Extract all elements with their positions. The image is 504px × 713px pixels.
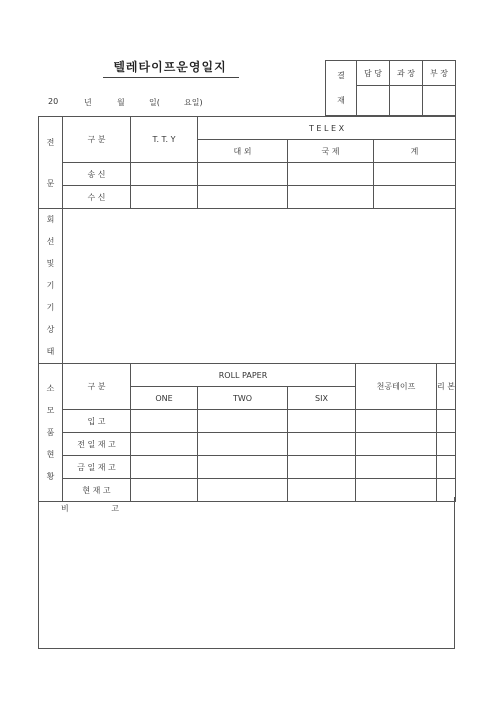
today-stock-one-cell[interactable] bbox=[131, 456, 198, 479]
roll-six-header: SIX bbox=[288, 387, 356, 410]
approval-sign-manager[interactable] bbox=[390, 86, 423, 116]
approval-col-staff: 담 당 bbox=[357, 61, 390, 86]
year-prefix: 20 bbox=[48, 97, 59, 106]
today-stock-ribbon-cell[interactable] bbox=[437, 456, 456, 479]
roll-paper-header: ROLL PAPER bbox=[131, 364, 356, 387]
send-international-cell[interactable] bbox=[288, 163, 374, 186]
send-tty-cell[interactable] bbox=[131, 163, 198, 186]
row-prev-stock-label: 전 일 재 고 bbox=[63, 433, 131, 456]
row-receive-label: 수 신 bbox=[63, 186, 131, 209]
line-status-label: 회 선 및 기 기 상 태 bbox=[39, 209, 63, 364]
title-underline bbox=[103, 77, 239, 78]
remarks-box[interactable] bbox=[38, 497, 455, 649]
incoming-two-cell[interactable] bbox=[198, 410, 288, 433]
roll-one-header: ONE bbox=[131, 387, 198, 410]
receive-total-cell[interactable] bbox=[374, 186, 456, 209]
receive-tty-cell[interactable] bbox=[131, 186, 198, 209]
telex-international: 국 제 bbox=[288, 140, 374, 163]
incoming-six-cell[interactable] bbox=[288, 410, 356, 433]
month-label: 월 bbox=[117, 98, 125, 107]
transmission-header-category: 구 분 bbox=[63, 117, 131, 163]
row-today-stock-label: 금 일 재 고 bbox=[63, 456, 131, 479]
remarks-label: 비 고 bbox=[61, 504, 139, 513]
consumables-label: 소 모 품 현 황 bbox=[39, 364, 63, 502]
row-send-label: 송 신 bbox=[63, 163, 131, 186]
row-current-stock-label: 현 재 고 bbox=[63, 479, 131, 502]
incoming-ribbon-cell[interactable] bbox=[437, 410, 456, 433]
transmission-section-label: 전 문 bbox=[39, 117, 63, 209]
document-title: 텔레타이프운영일지 bbox=[113, 60, 227, 74]
prev-stock-six-cell[interactable] bbox=[288, 433, 356, 456]
row-incoming-label: 입 고 bbox=[63, 410, 131, 433]
today-stock-six-cell[interactable] bbox=[288, 456, 356, 479]
transmission-header-tty: T. T. Y bbox=[131, 117, 198, 163]
prev-stock-ribbon-cell[interactable] bbox=[437, 433, 456, 456]
perforated-tape-header: 천공테이프 bbox=[356, 364, 437, 410]
send-total-cell[interactable] bbox=[374, 163, 456, 186]
send-external-cell[interactable] bbox=[198, 163, 288, 186]
approval-sign-director[interactable] bbox=[423, 86, 456, 116]
today-stock-tape-cell[interactable] bbox=[356, 456, 437, 479]
main-form-table bbox=[38, 116, 456, 502]
telex-total: 계 bbox=[374, 140, 456, 163]
transmission-header-telex: T E L E X bbox=[198, 117, 456, 140]
incoming-tape-cell[interactable] bbox=[356, 410, 437, 433]
consumables-header-category: 구 분 bbox=[63, 364, 131, 410]
telex-external: 대 외 bbox=[198, 140, 288, 163]
approval-label: 결 재 bbox=[326, 61, 357, 116]
approval-sign-staff[interactable] bbox=[357, 86, 390, 116]
incoming-one-cell[interactable] bbox=[131, 410, 198, 433]
prev-stock-tape-cell[interactable] bbox=[356, 433, 437, 456]
receive-external-cell[interactable] bbox=[198, 186, 288, 209]
ribbon-header: 리 본 bbox=[437, 364, 456, 410]
roll-two-header: TWO bbox=[198, 387, 288, 410]
year-label: 년 bbox=[84, 98, 92, 107]
prev-stock-two-cell[interactable] bbox=[198, 433, 288, 456]
prev-stock-one-cell[interactable] bbox=[131, 433, 198, 456]
line-status-content[interactable] bbox=[63, 209, 456, 364]
approval-col-director: 부 장 bbox=[423, 61, 456, 86]
approval-table bbox=[325, 60, 456, 116]
receive-international-cell[interactable] bbox=[288, 186, 374, 209]
today-stock-two-cell[interactable] bbox=[198, 456, 288, 479]
day-label: 일( bbox=[149, 98, 160, 107]
approval-col-manager: 과 장 bbox=[390, 61, 423, 86]
weekday-label: 요일) bbox=[184, 98, 203, 107]
